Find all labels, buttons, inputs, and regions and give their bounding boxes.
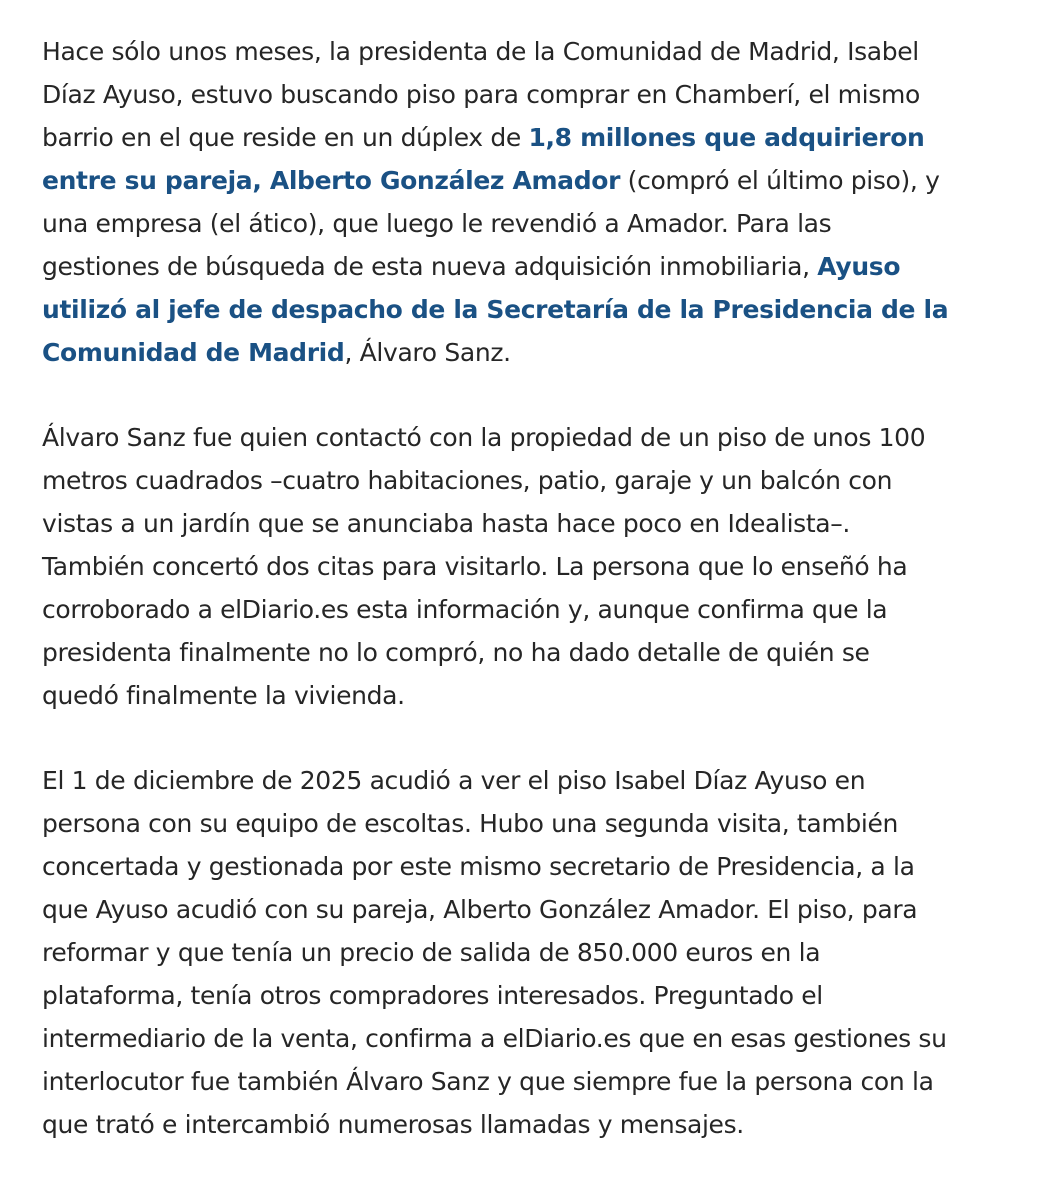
paragraph-1-text-middle: (compró el último piso), y una empresa (el ático), que luego le revendió a Amador. Para las gestiones de búsqueda de esta nueva adquisición inmobiliaria, [42, 166, 940, 281]
link-ayuso-chief-of-staff[interactable]: Ayuso utilizó al jefe de despacho de la Secretaría de la Presidencia de la Comunidad de Madrid [42, 252, 949, 367]
article-body [42, 30, 952, 1146]
paragraph-2: Álvaro Sanz fue quien contactó con la propiedad de un piso de unos 100 metros cuadrados –cuatro habitaciones, patio, garaje y un balcón con vistas a un jardín que se anunciaba hasta hace poco en Idealista–. También concertó dos citas para visitarlo. La persona que lo enseñó ha corroborado a elDiario.es esta información y, aunque confirma que la presidenta finalmente no lo compró, no ha dado detalle de quién se quedó finalmente la vivienda. [42, 423, 926, 710]
paragraph-1-text-start: Hace sólo unos meses, la presidenta de la Comunidad de Madrid, Isabel Díaz Ayuso, estuvo buscando piso para comprar en Chamberí, el mismo barrio en el que reside en un dúplex de [42, 37, 920, 152]
paragraph-1 [42, 30, 952, 374]
paragraph-1-text-end: , Álvaro Sanz. [344, 338, 511, 367]
link-duplex-purchase[interactable]: 1,8 millones que adquirieron entre su pareja, Alberto González Amador [42, 123, 925, 195]
paragraph-3: El 1 de diciembre de 2025 acudió a ver el piso Isabel Díaz Ayuso en persona con su equipo de escoltas. Hubo una segunda visita, también concertada y gestionada por este mismo secretario de Presidencia, a la que Ayuso acudió con su pareja, Alberto González Amador. El piso, para reformar y que tenía un precio de salida de 850.000 euros en la plataforma, tenía otros compradores interesados. Preguntado el intermediario de la venta, confirma a elDiario.es que en esas gestiones su interlocutor fue también Álvaro Sanz y que siempre fue la persona con la que trató e intercambió numerosas llamadas y mensajes. [42, 766, 947, 1139]
